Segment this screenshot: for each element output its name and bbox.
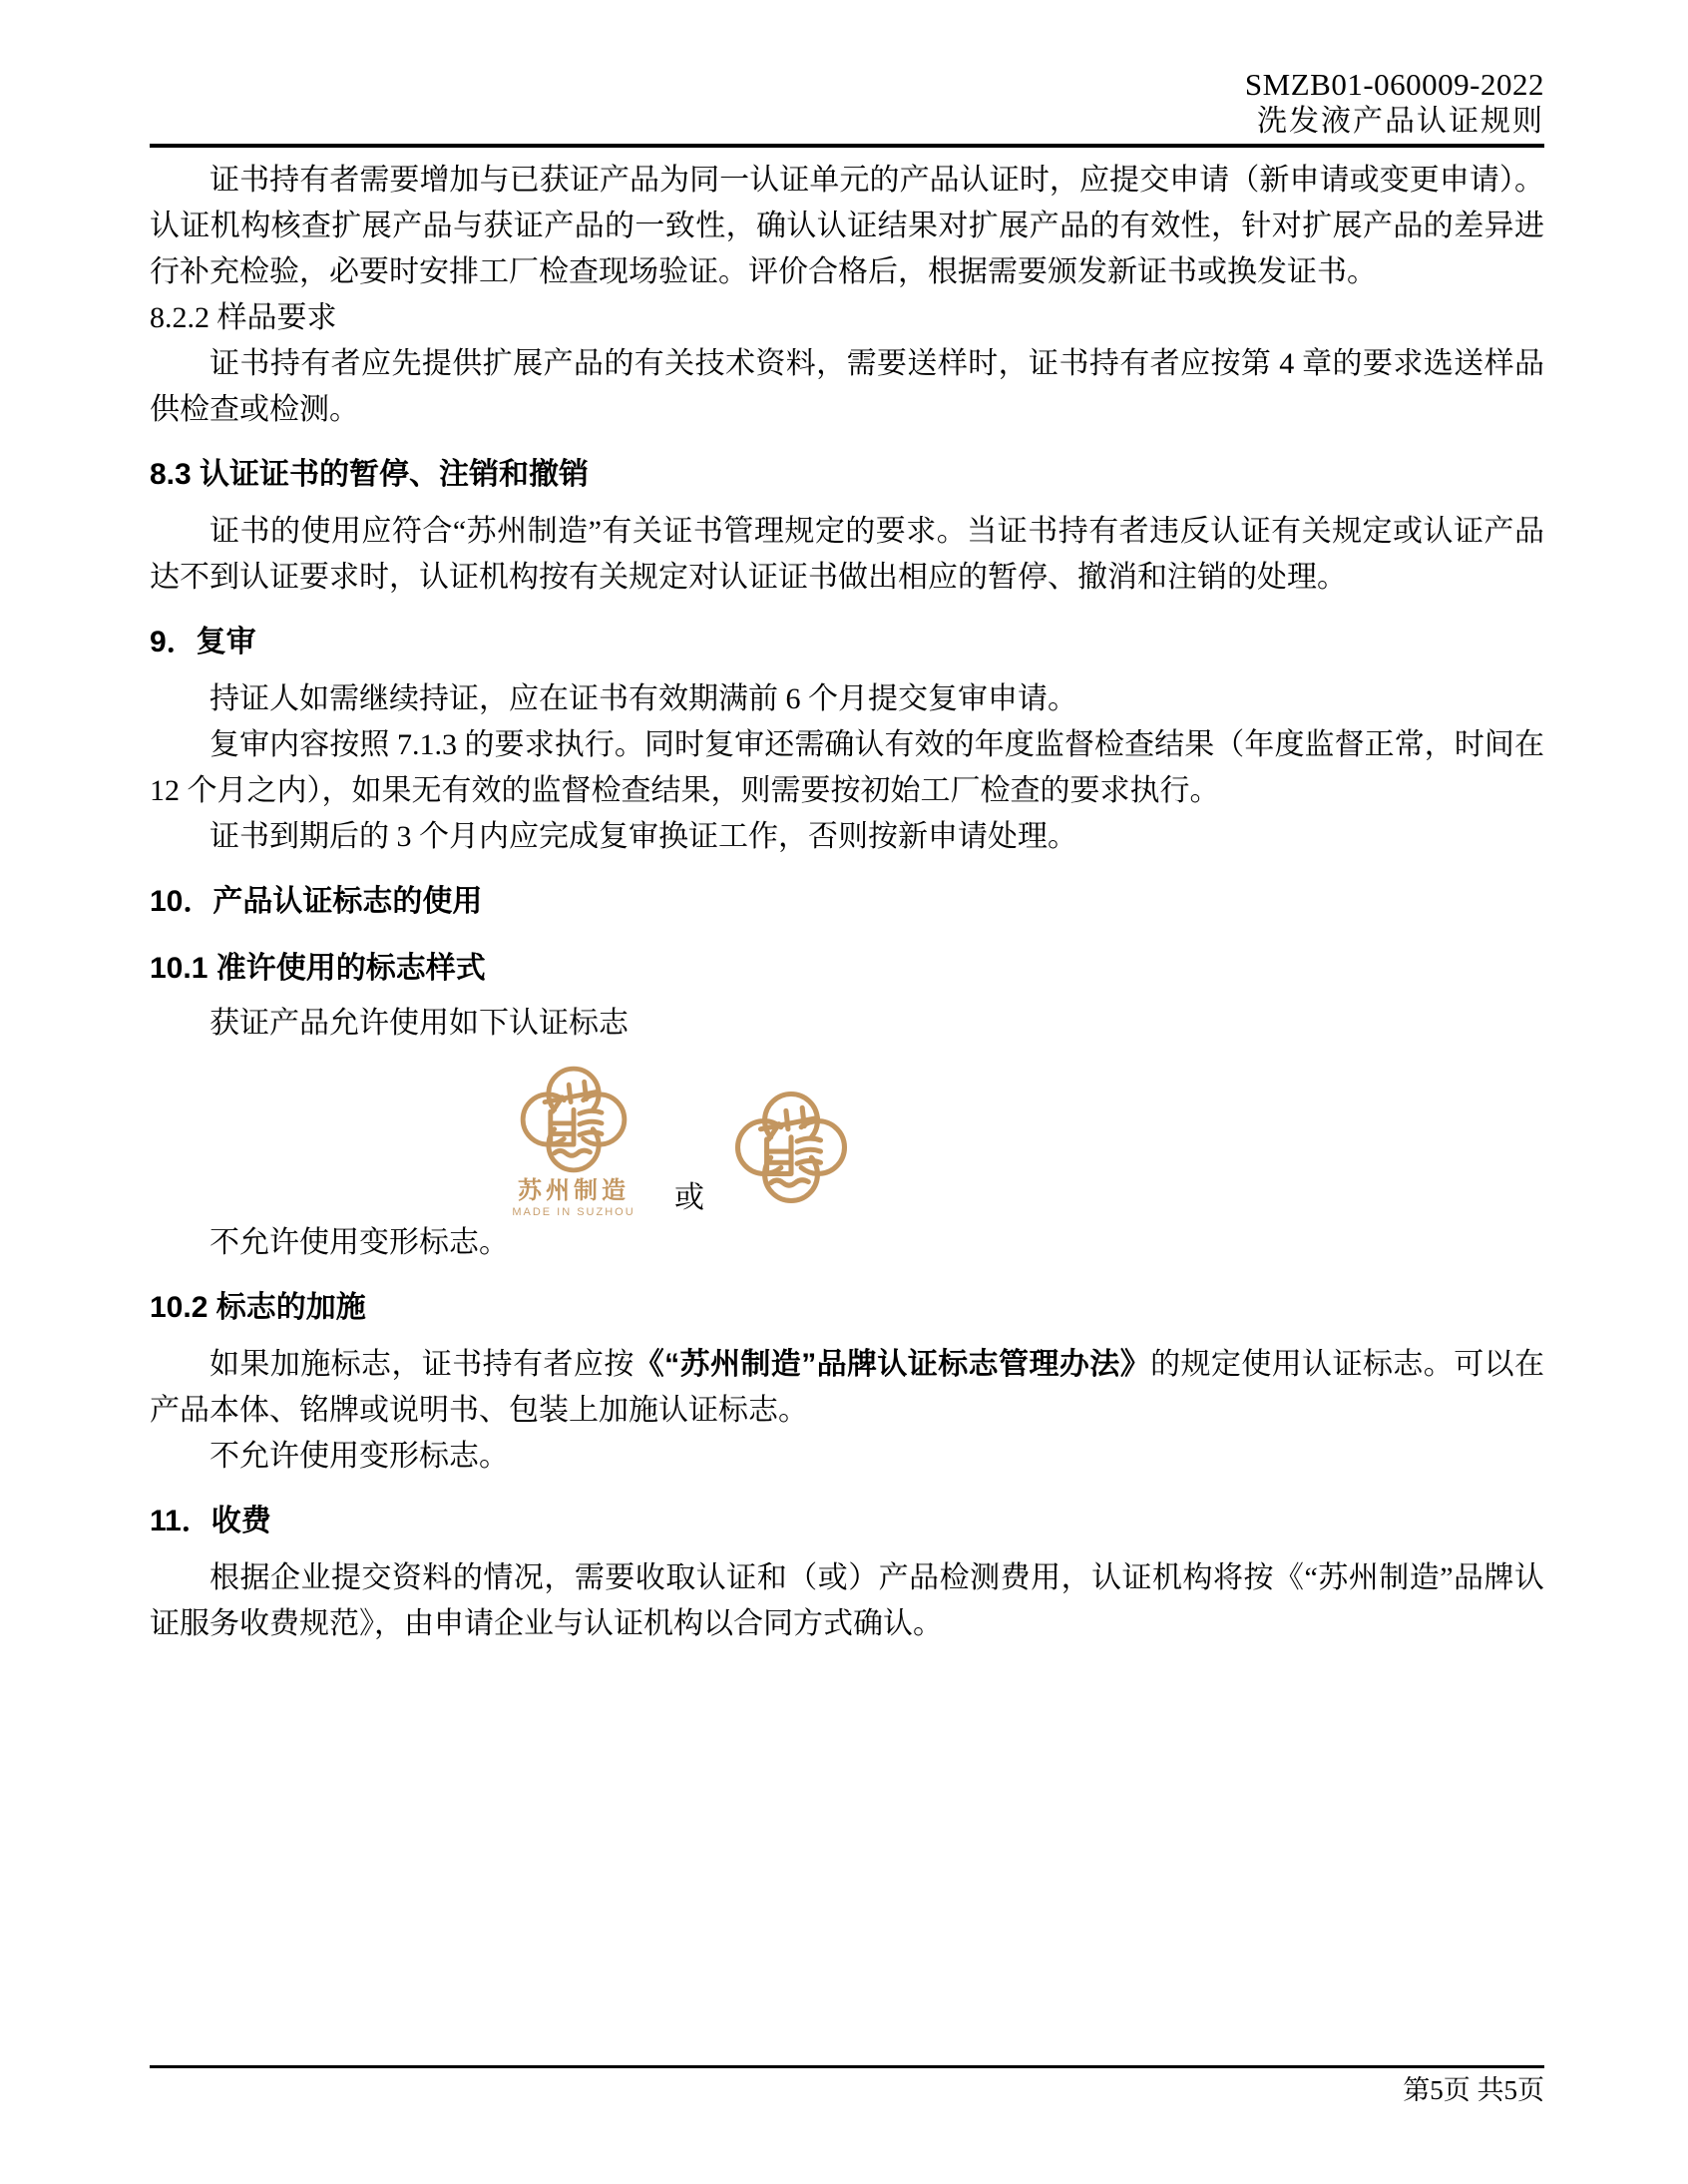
paragraph-extension-application: 证书持有者需要增加与已获证产品为同一认证单元的产品认证时，应提交申请（新申请或变更申请）。认证机构核查扩展产品与获证产品的一致性，确认认证结果对扩展产品的有效性，针对扩展产品的差异进行补充检验，必要时安排工厂检查现场验证。评价合格后，根据需要颁发新证书或换发证书。 [150,164,1544,288]
header-rule [150,144,1544,148]
suzhou-made-label-en: MADE IN SUZHOU [512,1206,635,1218]
document-body [150,158,1544,1647]
mark-application-text-pre: 如果加施标志，证书持有者应按 [210,1348,634,1381]
document-code: SMZB01-060009-2022 [1244,67,1544,102]
or-separator: 或 [674,1181,704,1214]
paragraph-review-2: 复审内容按照 7.1.3 的要求执行。同时复审还需确认有效的年度监督检查结果（年度监督正常，时间在 12 个月之内），如果无有效的监督检查结果，则需要按初始工厂检查的要求执行。 [150,728,1544,807]
certification-mark-with-text [501,1062,646,1220]
paragraph-no-deformed-mark-2: 不允许使用变形标志。 [210,1440,509,1473]
heading-11-fees: 11．收费 [150,1505,271,1537]
paragraph-review-3: 证书到期后的 3 个月内应完成复审换证工作，否则按新申请处理。 [210,820,1077,853]
paragraph-review-1: 持证人如需继续持证，应在证书有效期满前 6 个月提交复审申请。 [210,682,1077,715]
footer-rule [150,2065,1544,2068]
page-header [150,66,1544,140]
mark-management-rules-title: 《“苏州制造”品牌认证标志管理办法》 [633,1348,1151,1381]
heading-10-mark-usage: 10．产品认证标志的使用 [150,885,483,918]
heading-10-2-mark-application: 10.2 标志的加施 [150,1291,366,1324]
document-title: 洗发液产品认证规则 [1257,105,1544,138]
mark-application-text-post: 的规定使用认证标志。可以在产品本体、铭牌或说明书、包装上加施认证标志。 [150,1348,1545,1427]
suzhou-made-label-cn: 苏州制造 [518,1177,630,1204]
page-number: 第5页 共5页 [1403,2075,1544,2105]
certification-mark-plain [730,1087,852,1220]
paragraph-mark-application [150,1342,1544,1434]
paragraph-fees: 根据企业提交资料的情况，需要收取认证和（或）产品检测费用，认证机构将按《“苏州制造”品牌认证服务收费规范》，由申请企业与认证机构以合同方式确认。 [150,1561,1544,1640]
paragraph-allowed-marks: 获证产品允许使用如下认证标志 [210,1007,629,1040]
heading-9-review: 9．复审 [150,626,256,658]
paragraph-sample-requirements: 证书持有者应先提供扩展产品的有关技术资料，需要送样时，证书持有者应按第 4 章的要求选送样品供检查或检测。 [150,347,1544,426]
certification-mark-row [150,1057,1544,1220]
heading-10-1-mark-style: 10.1 准许使用的标志样式 [150,952,486,985]
paragraph-certificate-suspension: 证书的使用应符合“苏州制造”有关证书管理规定的要求。当证书持有者违反认证有关规定或认证产品达不到认证要求时，认证机构按有关规定对认证证书做出相应的暂停、撤消和注销的处理。 [150,515,1544,594]
paragraph-no-deformed-mark-1: 不允许使用变形标志。 [210,1226,509,1259]
heading-8-3: 8.3 认证证书的暂停、注销和撤销 [150,458,590,491]
page-footer [150,2065,1544,2107]
suzhou-made-emblem-icon [516,1062,632,1177]
heading-8-2-2: 8.2.2 样品要求 [150,301,337,334]
suzhou-made-emblem-icon [730,1087,852,1208]
